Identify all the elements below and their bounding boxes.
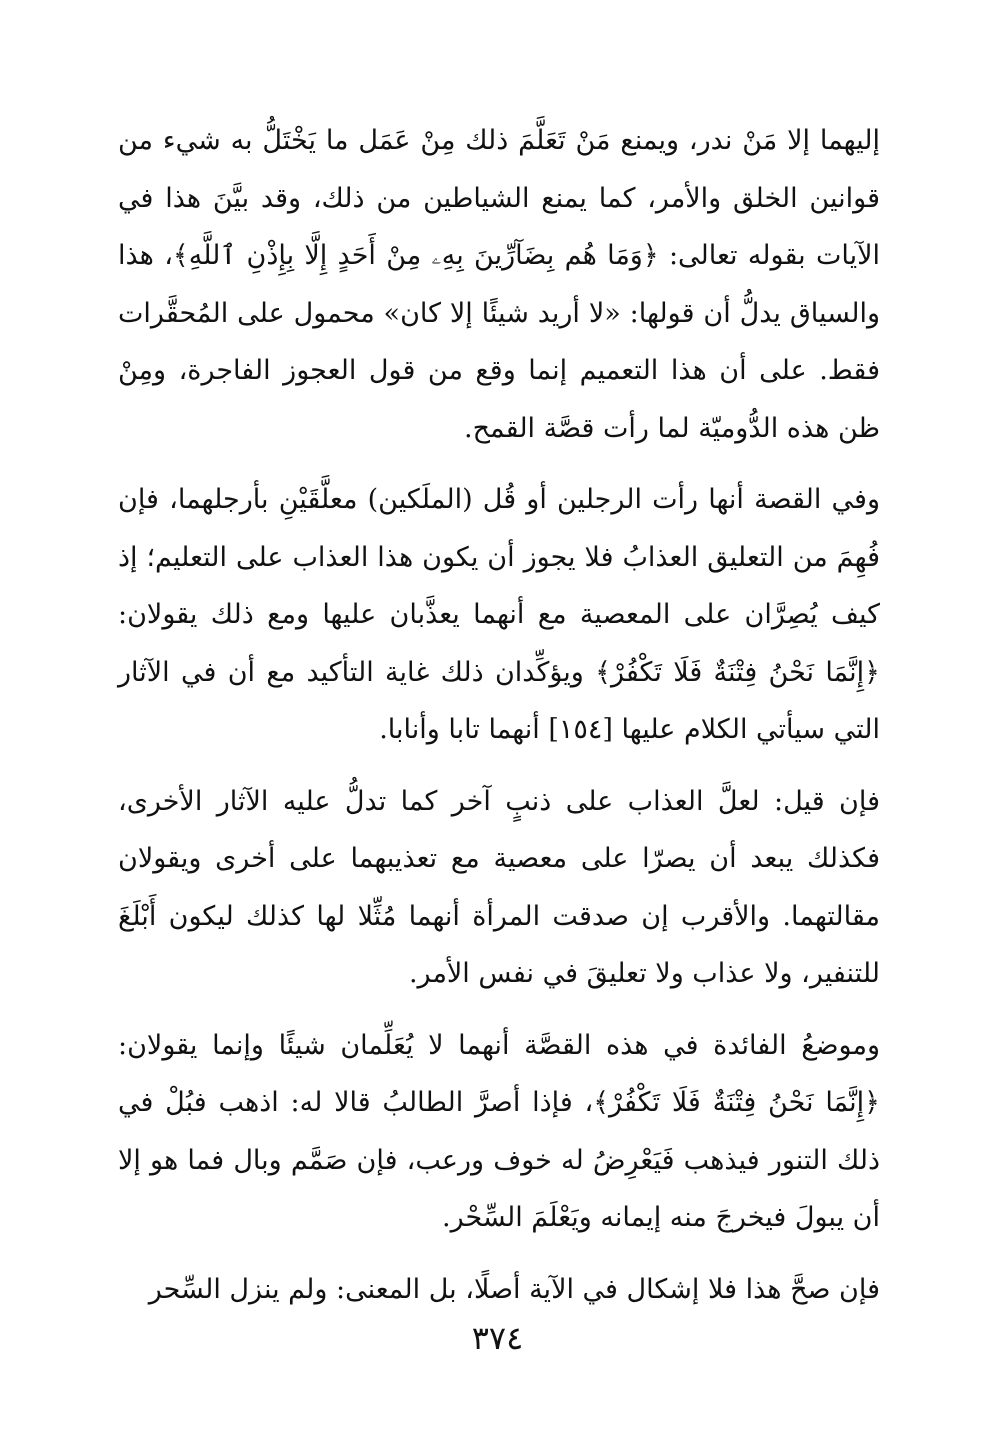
page-number: ٣٧٤ (471, 1319, 524, 1357)
paragraph-3: فإن قيل: لعلَّ العذاب على ذنبٍ آخر كما تدلُّ عليه الآثار الأخرى، فكذلك يبعد أن يصرّا على معصية مع تعذيبهما على أخرى ويقولان مقالتهما. والأقرب إن صدقت المرأة أنهما مُثِّلا لها كذلك ليكون أَبْلَغَ للتنفير، ولا عذاب ولا تعليقَ في نفس الأمر. (118, 785, 880, 989)
paragraph-5: فإن صحَّ هذا فلا إشكال في الآية أصلًا، بل المعنى: ولم ينزل السِّحر (148, 1273, 880, 1305)
paragraph-1: إليهما إلا مَنْ ندر، ويمنع مَنْ تَعَلَّمَ ذلك مِنْ عَمَل ما يَخْتَلُّ به شيء من قوانين الخلق والأمر، كما يمنع الشياطين من ذلك، وقد بيَّنَ هذا في الآيات بقوله تعالى: ﴿وَمَا هُم بِضَآرِّينَ بِهِۦ مِنْ أَحَدٍ إِلَّا بِإِذْنِ ٱللَّهِ﴾، هذا والسياق يدلُّ أن قولها: «لا أريد شيئًا إلا كان» محمول على المُحقَّرات فقط. على أن هذا التعميم إنما وقع من قول العجوز الفاجرة، ومِنْ ظن هذه الدُّوميّة لما رأت قصَّة القمح. (118, 125, 880, 444)
paragraph-2: وفي القصة أنها رأت الرجلين أو قُل (الملَكين) معلَّقَيْنِ بأرجلهما، فإن فُهِمَ من التعليق العذابُ فلا يجوز أن يكون هذا العذاب على التعليم؛ إذ كيف يُصِرَّان على المعصية مع أنهما يعذَّبان عليها ومع ذلك يقولان: ﴿إِنَّمَا نَحْنُ فِتْنَةٌ فَلَا تَكْفُرْ﴾ ويؤكِّدان ذلك غاية التأكيد مع أن في الآثار التي سيأتي الكلام عليها [١٥٤] أنهما تابا وأنابا. (118, 484, 880, 745)
paragraph-4: وموضعُ الفائدة في هذه القصَّة أنهما لا يُعَلِّمان شيئًا وإنما يقولان: ﴿إِنَّمَا نَحْنُ فِتْنَةٌ فَلَا تَكْفُرْ﴾، فإذا أصرَّ الطالبُ قالا له: اذهب فبُلْ في ذلك التنور فيذهب فَيَعْرِضُ له خوف ورعب، فإن صَمَّم وبال فما هو إلا أن يبولَ فيخرجَ منه إيمانه ويَعْلَمَ السِّحْر. (118, 1029, 880, 1233)
body-text (118, 112, 880, 1318)
